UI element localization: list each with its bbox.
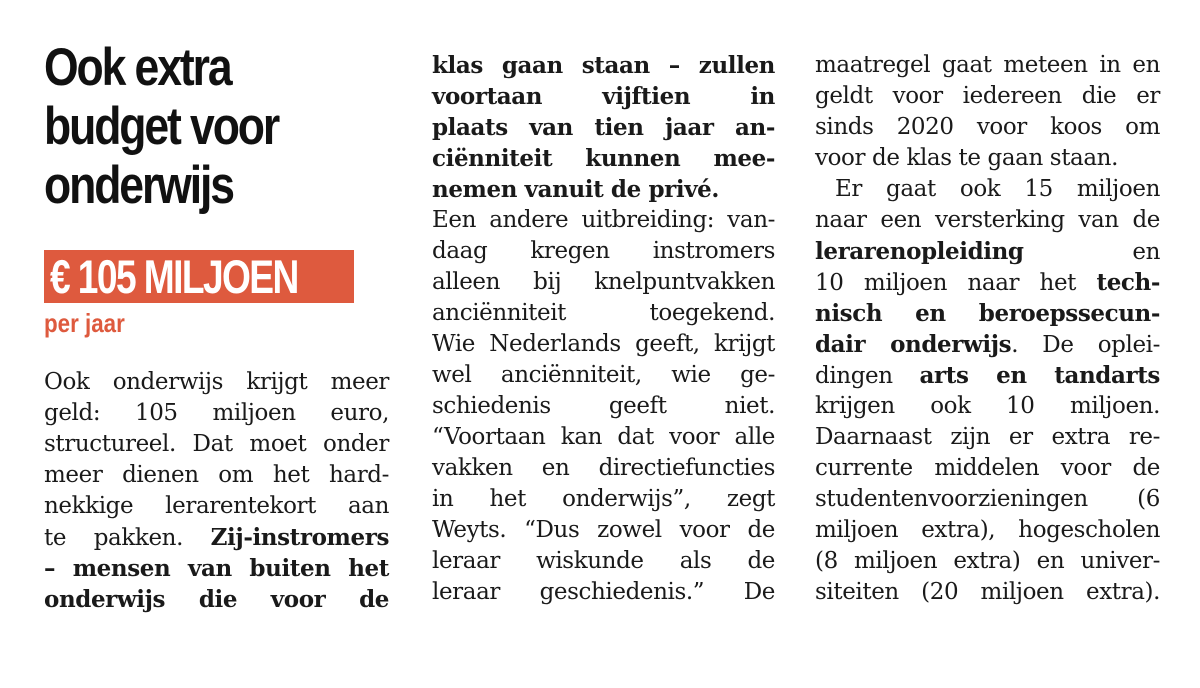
text-line: onderwijs die voor de (44, 586, 389, 613)
bold-text: tech- (1096, 269, 1160, 296)
text-line: voortaan vijftien in (432, 83, 775, 110)
text-line: maatregel gaat meteen in en (815, 52, 1160, 78)
text-line: leraar geschiedenis.” De (432, 579, 775, 605)
text-line: meer dienen om het hard- (44, 462, 389, 488)
text-line (815, 329, 1160, 361)
text-line: nemen vanuit de privé. (432, 176, 719, 203)
text-line: currente middelen voor de (815, 455, 1160, 481)
text-line: (8 miljoen extra) en univer- (815, 548, 1160, 574)
text-line: siteiten (20 miljoen extra). (815, 579, 1160, 605)
text-line: geldt voor iedereen die er (815, 83, 1160, 109)
text-line (815, 360, 1160, 392)
bold-text: arts en tandarts (919, 362, 1160, 389)
text-line: leraar wiskunde als de (432, 548, 775, 574)
text-line: vakken en directiefuncties (432, 455, 775, 481)
text-line: Wie Nederlands geeft, krijgt (432, 331, 775, 357)
text-line: klas gaan staan – zullen (432, 52, 775, 79)
bold-text: dair onderwijs (815, 331, 1012, 358)
text-run: te pakken. (44, 525, 211, 551)
text-line: geld: 105 miljoen euro, (44, 400, 389, 426)
text-line: Weyts. “Dus zowel voor de (432, 517, 775, 543)
bold-text: lerarenopleiding (815, 238, 1024, 265)
text-line: wel anciënniteit, wie ge- (432, 362, 775, 388)
text-line: Er gaat ook 15 miljoen (835, 176, 1160, 202)
text-line: “Voortaan kan dat voor alle (432, 424, 775, 450)
text-line: miljoen extra), hogescholen (815, 517, 1160, 543)
text-run: en (1023, 239, 1160, 265)
text-line: in het onderwijs”, zegt (432, 486, 775, 512)
text-line (815, 267, 1160, 299)
amount-text: € 105 MILJOEN (50, 250, 298, 303)
amount-subtitle: per jaar (44, 308, 125, 338)
text-line: sinds 2020 voor koos om (815, 114, 1160, 140)
text-line: plaats van tien jaar an- (432, 114, 775, 141)
text-line (44, 522, 389, 554)
headline (44, 38, 278, 215)
text-line: nekkige lerarentekort aan (44, 493, 389, 519)
text-line: schiedenis geeft niet. (432, 393, 775, 419)
headline-line: Ook extra (44, 38, 231, 97)
text-line: studentenvoorzieningen (6 (815, 486, 1160, 512)
headline-line: budget voor (44, 97, 279, 156)
bold-text: Zij-instromers (210, 524, 389, 551)
text-run: 10 miljoen naar het (815, 270, 1097, 296)
headline-line: onderwijs (44, 156, 233, 215)
text-line: structureel. Dat moet onder (44, 431, 389, 457)
amount-highlight-box (44, 250, 354, 303)
text-line: Ook onderwijs krijgt meer (44, 369, 389, 395)
text-run: dingen (815, 363, 920, 389)
text-line: Een andere uitbreiding: van- (432, 207, 775, 233)
text-line (815, 236, 1160, 268)
text-line: krijgen ook 10 miljoen. (815, 393, 1160, 419)
text-line: ciënniteit kunnen mee- (432, 145, 775, 172)
text-line: alleen bij knelpuntvakken (432, 269, 775, 295)
text-line: daag kregen instromers (432, 238, 775, 264)
text-line: nisch en beroepssecun- (815, 300, 1160, 327)
text-line: – mensen van buiten het (44, 555, 389, 582)
text-line: anciënniteit toegekend. (432, 300, 775, 326)
text-line: naar een versterking van de (815, 207, 1160, 233)
text-run: . De oplei- (1011, 332, 1160, 358)
text-line: voor de klas te gaan staan. (815, 145, 1118, 171)
text-line: Daarnaast zijn er extra re- (815, 424, 1160, 450)
